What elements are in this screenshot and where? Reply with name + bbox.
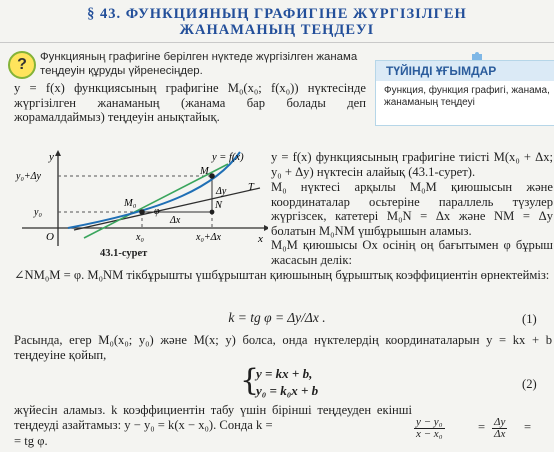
paragraph-2: y = f(x) функциясының графигіне тиісті M(x₀ + Δx; y₀ + Δy) нүктесін алайық (43.1-сурет). bbox=[271, 150, 553, 179]
title-divider bbox=[0, 42, 554, 43]
fraction-k-numerator: y − y₀ bbox=[416, 416, 443, 428]
figure-caption: 43.1-сурет bbox=[100, 248, 148, 259]
label-phi: φ bbox=[154, 206, 160, 217]
lesson-goal-text: Функцияның графигіне берілген нүктеде жүргізілген жанама теңдеуін құруды үйренесіңдер. bbox=[40, 51, 358, 77]
equation-1-number: (1) bbox=[522, 312, 537, 326]
point-m bbox=[209, 173, 215, 179]
fraction-delta-numerator: Δy bbox=[494, 416, 506, 428]
paragraph-4: M₀M қиюшысы Ox осінің оң бағытымен φ бұрыш жасасын делік: bbox=[271, 238, 553, 267]
paragraph-7-end: = tg φ. bbox=[14, 434, 48, 448]
paragraph-6: Расында, егер M₀(x₀; y₀) және M(x; y) болса, онда нүктелердің координаталарын y = kx + b теңдеуіне қойып, bbox=[14, 333, 552, 362]
section-title-line2: ЖАНАМАНЫҢ ТЕҢДЕУІ bbox=[179, 22, 375, 38]
fraction-k-denominator: x − x₀ bbox=[416, 428, 443, 440]
figure-43-1 bbox=[14, 148, 268, 248]
label-m: M bbox=[200, 166, 209, 177]
system-line-2: y₀ = k₀x + b bbox=[256, 383, 319, 398]
point-n bbox=[210, 210, 215, 215]
paragraph-7: жүйесін аламыз. k коэффициентін табу үшін бірінші теңдеуден екіншi теңдеуді азайтамыз: y − y₀ = k(x − x₀). Сонда k = bbox=[14, 403, 412, 432]
system-line-1: y = kx + b, bbox=[256, 366, 313, 381]
fraction-k bbox=[414, 417, 445, 440]
label-m0: M₀ bbox=[124, 198, 137, 209]
label-origin: O bbox=[46, 231, 54, 243]
equation-1: k = tg φ = Δy/Δx . bbox=[228, 310, 326, 325]
equation-2-number: (2) bbox=[522, 377, 537, 391]
tick-x0: x₀ bbox=[136, 232, 144, 243]
paragraph-3: M₀ нүктесі арқылы M₀M қиюшысын және координаталар осьтеріне параллель түзулер жүргізсек, катетері M₀N = Δx және NM = Δy болатын M₀NM үшбұрышын аламыз. bbox=[271, 180, 553, 238]
label-x: x bbox=[258, 233, 263, 245]
label-tangent-t: T bbox=[248, 182, 254, 193]
question-icon: ? bbox=[8, 51, 36, 79]
x-axis-arrow bbox=[264, 225, 268, 231]
fraction-delta-denominator: Δx bbox=[494, 428, 506, 440]
equals-sign: = bbox=[478, 420, 486, 434]
equals-sign-2: = bbox=[524, 420, 532, 434]
label-dy: Δy bbox=[216, 186, 227, 197]
system-brace: { bbox=[240, 363, 260, 398]
point-m0 bbox=[139, 209, 145, 215]
paragraph-1: y = f(x) функциясының графигіне M₀(x₀; f(x₀)) нүктесінде жүргізілген жанаманың (жанама бар болады деп жорамалдаймыз) теңдеуін анықтайық. bbox=[14, 81, 366, 124]
label-y: y bbox=[49, 151, 54, 163]
tick-y0dy: y₀+Δy bbox=[16, 171, 41, 182]
key-concepts-title: ТҮЙІНДІ ҰҒЫМДАР bbox=[376, 61, 554, 81]
label-dx: Δx bbox=[170, 215, 181, 226]
section-title-line1: § 43. ФУНКЦИЯНЫҢ ГРАФИГІНЕ ЖҮРГІЗІЛГЕН bbox=[87, 6, 467, 22]
paragraph-5: ∠NM₀M = φ. M₀NM тікбұрышты үшбұрыштан қиюшының бұрыштық коэффициентін өрнектейміз: bbox=[14, 268, 550, 282]
label-curve: y = f(x) bbox=[212, 152, 244, 163]
tangent-line bbox=[74, 188, 260, 230]
tick-x0dx: x₀+Δx bbox=[196, 232, 221, 243]
key-concepts-box bbox=[375, 60, 554, 126]
tick-y0: y₀ bbox=[34, 207, 42, 218]
fraction-delta bbox=[492, 417, 507, 440]
key-concepts-terms: Функция, функция графигі, жанама, жанаманың теңдеуі bbox=[384, 85, 550, 108]
label-n: N bbox=[215, 200, 223, 211]
y-axis-arrow bbox=[55, 150, 61, 156]
